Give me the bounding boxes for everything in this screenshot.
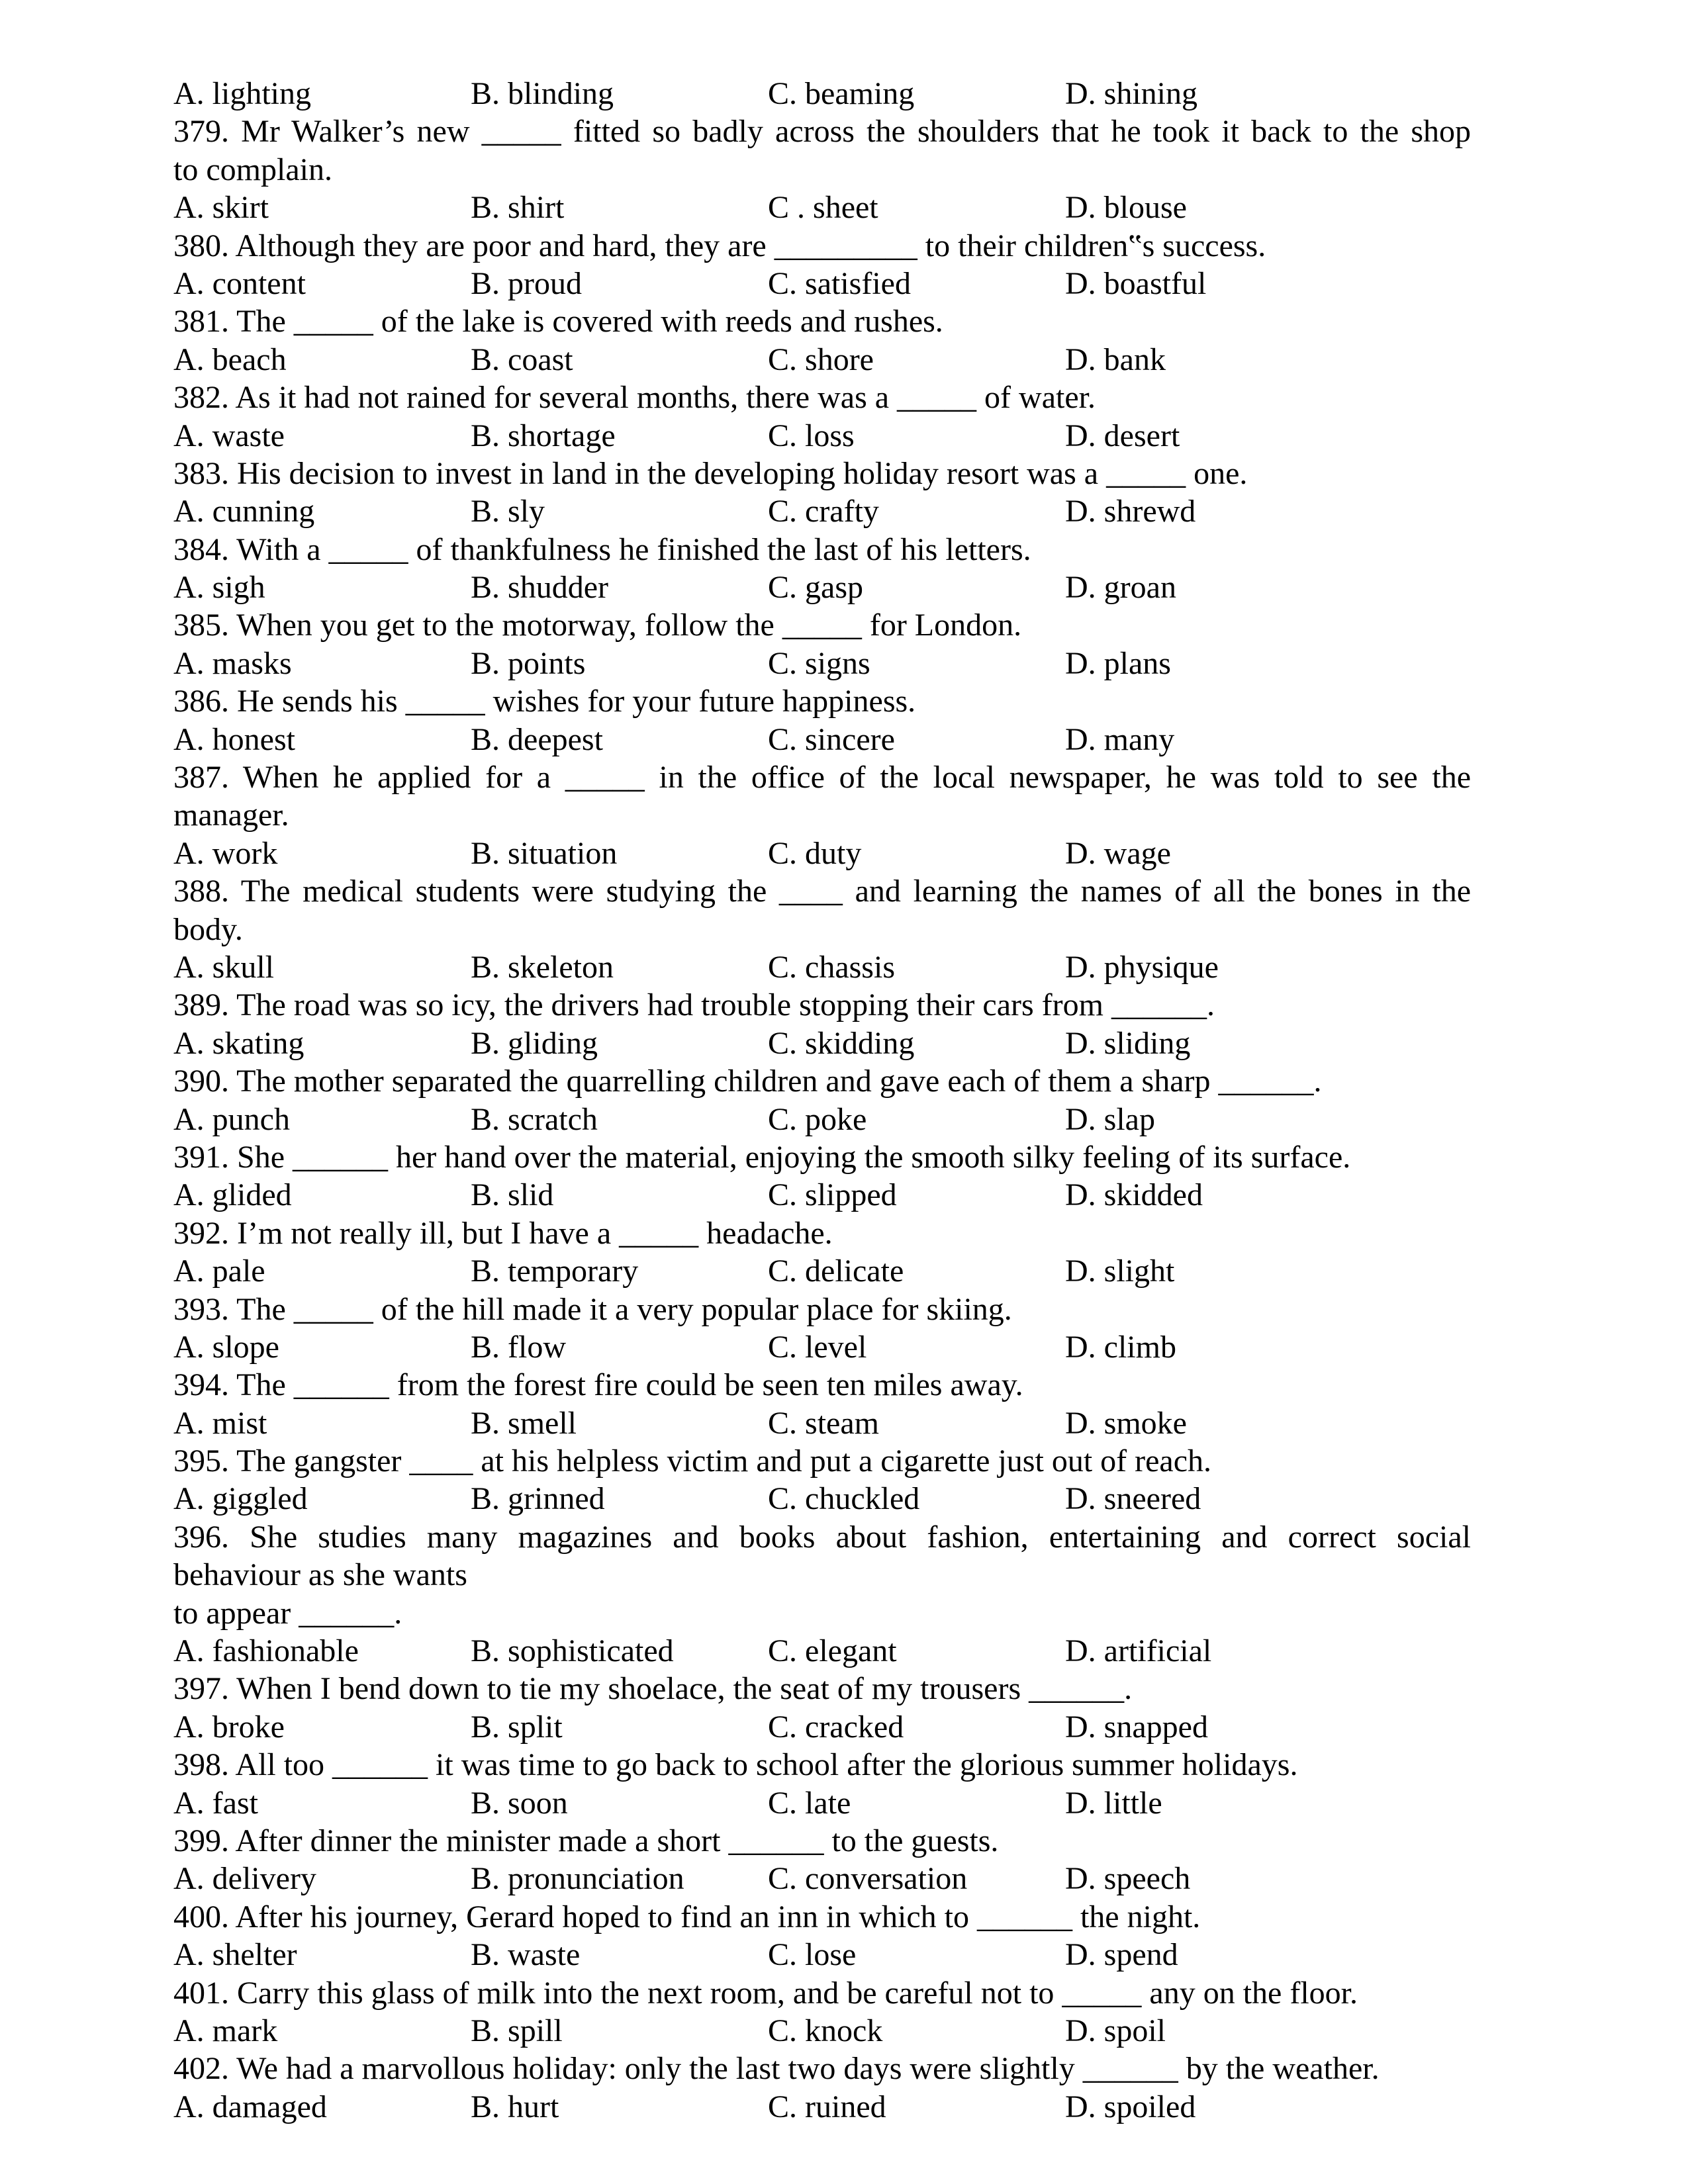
option-c: C. shore [768, 341, 874, 377]
question-line: 401. Carry this glass of milk into the next room, and be careful not to _____ any on the floor. [173, 1975, 1358, 2011]
option-a: A. cunning [173, 494, 315, 529]
option-b: B. points [471, 645, 586, 681]
option-a: A. beach [173, 341, 287, 377]
answer-options-row [173, 1860, 1471, 1897]
option-c: C. crafty [768, 494, 879, 529]
answer-options-row [173, 1784, 1471, 1822]
question-line: 395. The gangster ____ at his helpless victim and put a cigarette just out of reach. [173, 1443, 1212, 1479]
option-d: D. artificial [1065, 1633, 1212, 1669]
option-b: B. gliding [471, 1025, 598, 1061]
option-b: B. grinned [471, 1481, 605, 1517]
answer-options-row [173, 341, 1471, 379]
option-c: C. poke [768, 1101, 867, 1137]
option-d: D. spoil [1065, 2013, 1166, 2048]
option-d: D. smoke [1065, 1405, 1187, 1441]
option-d: D. sneered [1065, 1481, 1201, 1517]
option-b: B. split [471, 1709, 563, 1745]
question-line: 400. After his journey, Gerard hoped to find an inn in which to ______ the night. [173, 1899, 1201, 1934]
option-a: A. punch [173, 1101, 290, 1137]
option-d: D. snapped [1065, 1709, 1208, 1745]
option-d: D. spend [1065, 1937, 1178, 1973]
option-a: A. shelter [173, 1937, 297, 1973]
option-c: C. beaming [768, 76, 915, 111]
option-b: B. slid [471, 1177, 554, 1213]
option-b: B. sophisticated [471, 1633, 674, 1669]
option-b: B. situation [471, 835, 618, 871]
option-a: A. slope [173, 1329, 279, 1365]
question-line: to appear ______. [173, 1595, 402, 1631]
option-d: D. spoiled [1065, 2089, 1196, 2124]
question-line: 397. When I bend down to tie my shoelace, the seat of my trousers ______. [173, 1671, 1133, 1707]
answer-options-row [173, 1328, 1471, 1366]
option-d: D. wage [1065, 835, 1171, 871]
option-a: A. content [173, 265, 306, 301]
option-c: C. late [768, 1785, 851, 1821]
question-line: 386. He sends his _____ wishes for your future happiness. [173, 684, 916, 719]
answer-options-row [173, 1936, 1471, 1974]
option-c: C. lose [768, 1937, 857, 1973]
answer-options-row [173, 645, 1471, 682]
option-b: B. scratch [471, 1101, 598, 1137]
option-c: C. sincere [768, 721, 895, 757]
option-a: A. broke [173, 1709, 285, 1745]
option-b: B. spill [471, 2013, 563, 2048]
option-b: B. proud [471, 265, 582, 301]
option-a: A. glided [173, 1177, 292, 1213]
option-b: B. soon [471, 1785, 568, 1821]
option-d: D. many [1065, 721, 1175, 757]
option-d: D. bank [1065, 341, 1166, 377]
answer-options-row [173, 417, 1471, 455]
answer-options-row [173, 75, 1471, 113]
question-line: 387. When he applied for a _____ in the office of the local newspaper, he was told to see the [173, 760, 1471, 796]
option-d: D. climb [1065, 1329, 1176, 1365]
option-c: C. skidding [768, 1025, 915, 1061]
option-c: C. elegant [768, 1633, 897, 1669]
option-a: A. fast [173, 1785, 258, 1821]
question-line: 396. She studies many magazines and books about fashion, entertaining and correct social [173, 1519, 1471, 1555]
question-line: 385. When you get to the motorway, follow the _____ for London. [173, 608, 1022, 643]
answer-options-row [173, 569, 1471, 606]
option-c: C. duty [768, 835, 862, 871]
option-c: C. loss [768, 418, 855, 453]
option-c: C. delicate [768, 1253, 904, 1289]
option-b: B. coast [471, 341, 573, 377]
answer-options-row [173, 2088, 1471, 2126]
option-a: A. damaged [173, 2089, 327, 2124]
question-line: 391. She ______ her hand over the material, enjoying the smooth silky feeling of its surface. [173, 1139, 1351, 1175]
option-b: B. deepest [471, 721, 603, 757]
option-c: C. conversation [768, 1861, 968, 1897]
option-d: D. blouse [1065, 190, 1187, 226]
option-b: B. waste [471, 1937, 581, 1973]
question-line: 383. His decision to invest in land in the developing holiday resort was a _____ one. [173, 455, 1248, 491]
option-a: A. mist [173, 1405, 267, 1441]
answer-options-row [173, 1480, 1471, 1518]
option-d: D. desert [1065, 418, 1180, 453]
question-line: 398. All too ______ it was time to go back to school after the glorious summer holidays. [173, 1747, 1298, 1783]
question-line: behaviour as she wants [173, 1557, 467, 1593]
answer-options-row [173, 1176, 1471, 1214]
option-a: A. pale [173, 1253, 265, 1289]
option-d: D. shrewd [1065, 494, 1196, 529]
option-a: A. masks [173, 645, 292, 681]
option-b: B. shudder [471, 570, 608, 606]
option-a: A. waste [173, 418, 285, 453]
option-a: A. giggled [173, 1481, 308, 1517]
option-c: C. satisfied [768, 265, 911, 301]
answer-options-row [173, 492, 1471, 530]
option-b: B. smell [471, 1405, 577, 1441]
question-line: 394. The ______ from the forest fire could be seen ten miles away. [173, 1367, 1023, 1403]
option-a: A. sigh [173, 570, 265, 606]
answer-options-row [173, 1252, 1471, 1290]
option-c: C. signs [768, 645, 870, 681]
answer-options-row [173, 835, 1471, 872]
answer-options-row [173, 2012, 1471, 2050]
answer-options-row [173, 1024, 1471, 1062]
option-d: D. skidded [1065, 1177, 1203, 1213]
option-d: D. sliding [1065, 1025, 1191, 1061]
question-line: body. [173, 911, 243, 947]
option-b: B. hurt [471, 2089, 559, 2124]
option-d: D. slight [1065, 1253, 1175, 1289]
option-b: B. shirt [471, 190, 565, 226]
option-d: D. boastful [1065, 265, 1207, 301]
option-c: C. level [768, 1329, 867, 1365]
question-line: 382. As it had not rained for several months, there was a _____ of water. [173, 380, 1096, 416]
option-b: B. temporary [471, 1253, 639, 1289]
option-c: C. steam [768, 1405, 879, 1441]
worksheet-page [173, 75, 1471, 2126]
question-line: 381. The _____ of the lake is covered with reeds and rushes. [173, 304, 943, 340]
option-a: A. honest [173, 721, 295, 757]
option-d: D. plans [1065, 645, 1171, 681]
question-line: 379. Mr Walker’s new _____ fitted so badly across the shoulders that he took it back to the shop [173, 114, 1471, 150]
option-c: C . sheet [768, 190, 878, 226]
question-line: 384. With a _____ of thankfulness he finished the last of his letters. [173, 531, 1031, 567]
option-b: B. shortage [471, 418, 616, 453]
option-a: A. work [173, 835, 278, 871]
question-line: 392. I’m not really ill, but I have a _____ headache. [173, 1215, 833, 1251]
option-d: D. physique [1065, 949, 1219, 985]
option-c: C. gasp [768, 570, 863, 606]
answer-options-row [173, 948, 1471, 986]
answer-options-row [173, 1404, 1471, 1442]
option-c: C. cracked [768, 1709, 904, 1745]
question-line: 393. The _____ of the hill made it a very popular place for skiing. [173, 1291, 1012, 1327]
option-a: A. delivery [173, 1861, 316, 1897]
option-c: C. chassis [768, 949, 895, 985]
question-line: 389. The road was so icy, the drivers had trouble stopping their cars from ______. [173, 987, 1215, 1023]
answer-options-row [173, 1708, 1471, 1746]
option-b: B. flow [471, 1329, 566, 1365]
option-b: B. skeleton [471, 949, 614, 985]
question-line: 390. The mother separated the quarrelling children and gave each of them a sharp ______. [173, 1064, 1322, 1099]
question-line: 380. Although they are poor and hard, they are _________ to their children‟s success. [173, 228, 1266, 263]
option-d: D. slap [1065, 1101, 1155, 1137]
option-b: B. blinding [471, 76, 614, 111]
answer-options-row [173, 189, 1471, 226]
option-c: C. ruined [768, 2089, 886, 2124]
answer-options-row [173, 721, 1471, 758]
option-a: A. fashionable [173, 1633, 359, 1669]
answer-options-row [173, 1632, 1471, 1670]
option-d: D. groan [1065, 570, 1176, 606]
question-line: manager. [173, 797, 289, 833]
question-line: to complain. [173, 152, 332, 187]
option-c: C. knock [768, 2013, 883, 2048]
option-b: B. pronunciation [471, 1861, 684, 1897]
question-line: 388. The medical students were studying the ____ and learning the names of all the bones in the [173, 874, 1471, 909]
option-c: C. slipped [768, 1177, 897, 1213]
option-d: D. speech [1065, 1861, 1191, 1897]
option-a: A. mark [173, 2013, 278, 2048]
option-a: A. skirt [173, 190, 269, 226]
answer-options-row [173, 265, 1471, 302]
option-a: A. skating [173, 1025, 305, 1061]
option-b: B. sly [471, 494, 545, 529]
question-line: 402. We had a marvollous holiday: only the last two days were slightly ______ by the weather. [173, 2051, 1380, 2087]
option-c: C. chuckled [768, 1481, 920, 1517]
answer-options-row [173, 1101, 1471, 1138]
option-d: D. shining [1065, 76, 1198, 111]
question-line: 399. After dinner the minister made a short ______ to the guests. [173, 1823, 999, 1858]
option-a: A. lighting [173, 76, 312, 111]
option-d: D. little [1065, 1785, 1162, 1821]
option-a: A. skull [173, 949, 275, 985]
